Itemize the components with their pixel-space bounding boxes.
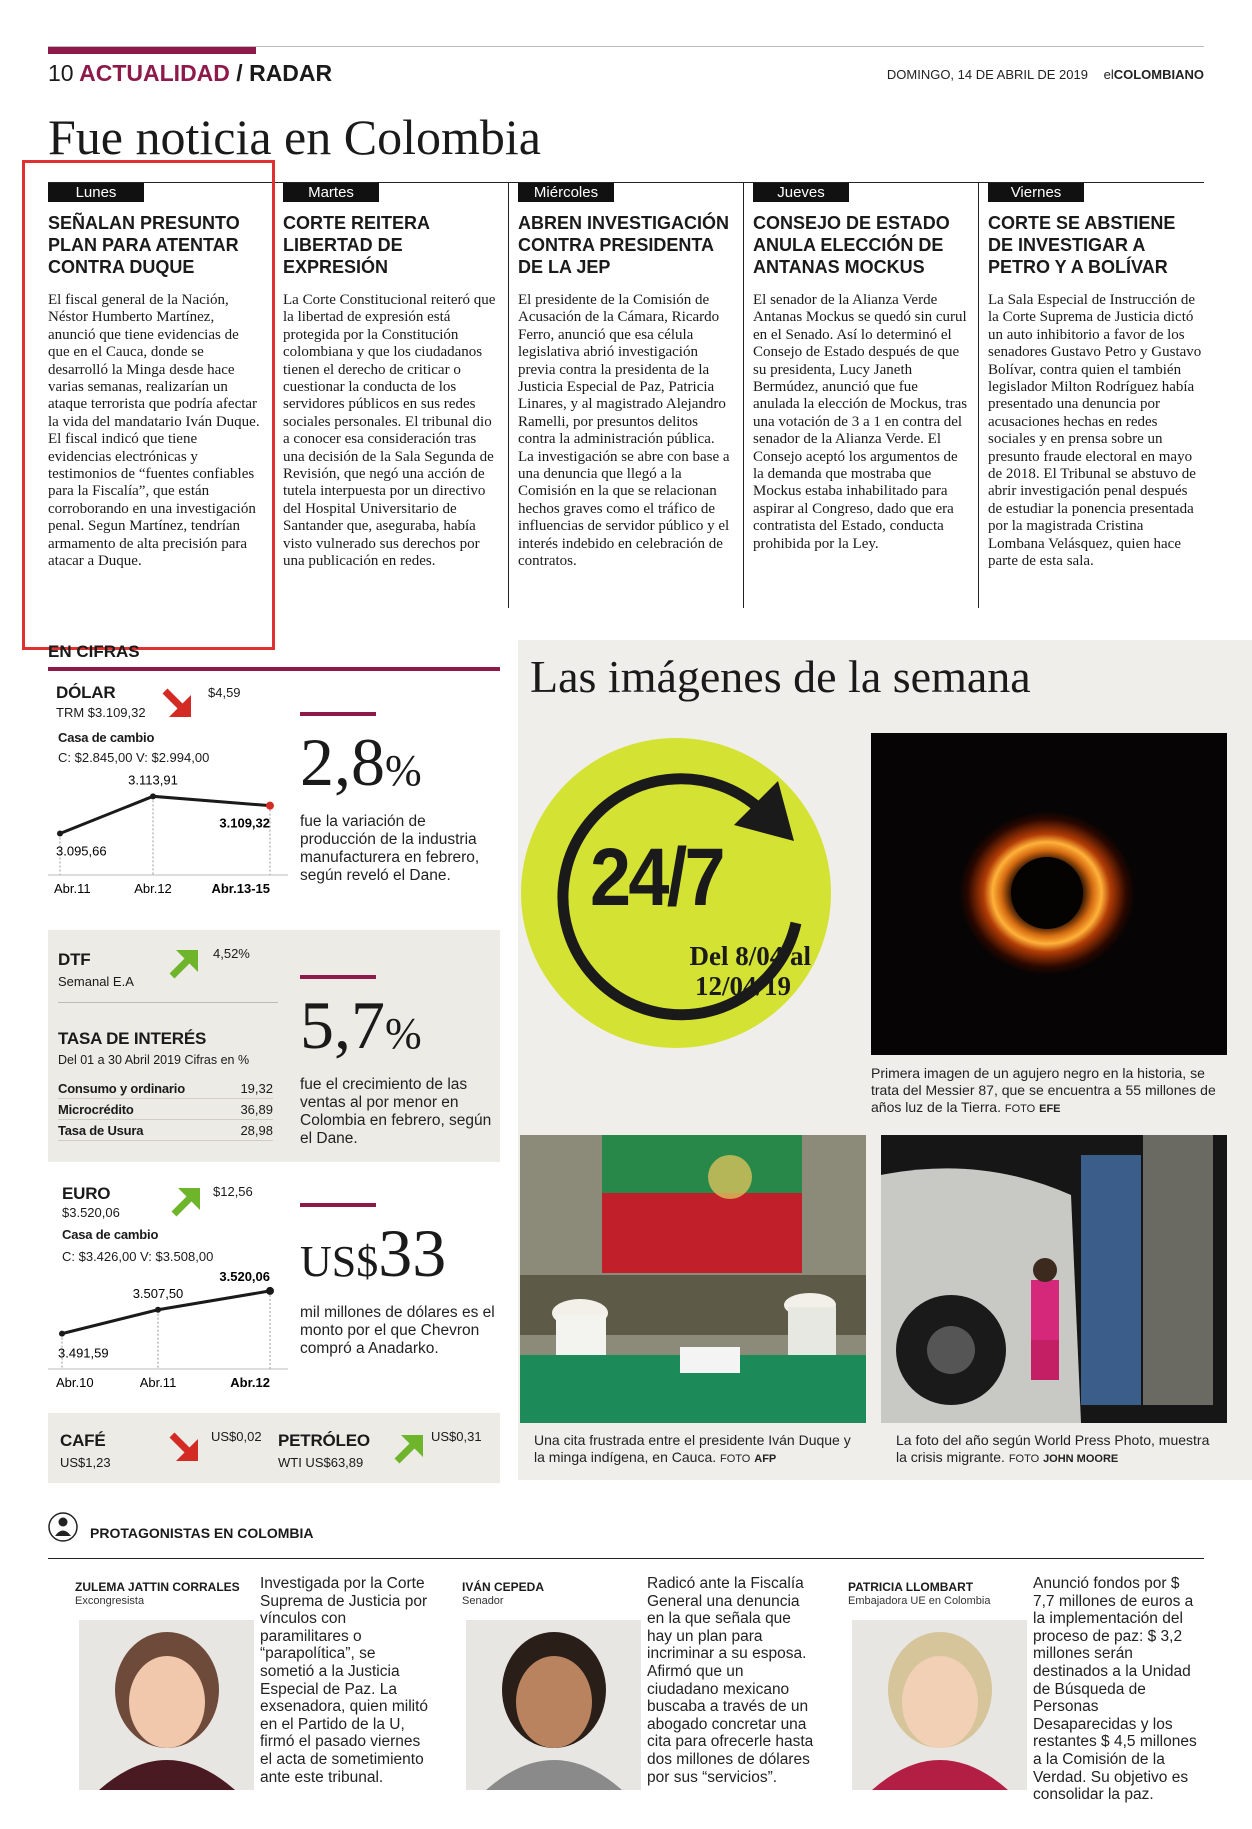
header-meta [887,67,1204,82]
protagonist-text: Investigada por la Corte Suprema de Justicia por vínculos con paramilitares o “parapolítica”, se sometió a la Justicia Especial de Paz. La exsenadora, quien militó en el Partido de la U, firmó el pasado viernes el acta de sometimiento ante este tribunal. [260,1575,429,1786]
euro-chart [48,1267,288,1412]
chart-point [150,793,156,799]
credit-name: EFE [1039,1103,1061,1115]
brand-name: COLOMBIANO [1113,67,1204,82]
chart-point [266,1287,274,1295]
down-arrow-icon [161,687,195,721]
day-headline: CONSEJO DE ESTADO ANULA ELECCIÓN DE ANTANAS MOCKUS [753,213,950,277]
euro-casa: Casa de cambio [62,1227,159,1242]
tasa-row-value: 28,98 [240,1123,273,1138]
stat-unit: % [385,746,422,795]
dtf-sub: Semanal E.A [58,974,134,989]
euro-value: $3.520,06 [62,1205,120,1220]
chart-point [266,802,274,810]
person-icon [48,1512,78,1542]
day-column [518,183,733,571]
protagonist-text: Anunció fondos por $ 7,7 millones de euros a la implementación del proceso de paz: $ 3,2 millones serán destinados a la Unidad de Búsqueda de Personas Desaparecidas y los restantes $ 4,5 millones a la Comisión de la Verdad. Su objetivo es consolidar la paz. [1033,1575,1197,1804]
chart-tick-label: Abr.13-15 [211,881,270,896]
day-headline: CORTE SE ABSTIENE DE INVESTIGAR A PETRO Y A BOLÍVAR [988,213,1176,277]
tasa-row-label: Consumo y ordinario [58,1081,185,1096]
column-divider [743,183,744,608]
chart-point [59,1331,65,1337]
chart-data-label: 3.095,66 [56,843,107,859]
protagonist-text: Radicó ante la Fiscalía General una denuncia en la que señala que hay un plan para incriminar a su esposa. Afirmó que un ciudadano mexicano buscaba a través de un abogado concretar una cita para ofrecerle hasta dos millones de dólares por sus “servicios”. [647,1575,814,1786]
chart-data-label: 3.109,32 [219,815,270,831]
chart-tick-label: Abr.11 [54,881,91,896]
euro-block [48,1172,288,1412]
migrant-caption [896,1432,1216,1468]
day-column [283,183,498,571]
subsection-name: RADAR [249,60,333,86]
protagonist-card [462,1575,842,1795]
credit-name: AFP [754,1453,777,1465]
day-column [753,183,968,553]
dtf-title: DTF [58,950,91,969]
brand-prefix: el [1103,67,1114,82]
stat-1 [300,712,500,885]
day-body: La Corte Constitucional reiteró que la libertad de expresión está protegida por la Constitución colombiana y que los ciudadanos tienen el derecho de criticar o cuestionar la conducta de los servidores públicos en sus redes sociales personales. El tribunal dio a conocer esa consideración tras una decisión de la Sala Segunda de Revisión, que negó una acción de tutela interpuesta por un directivo del Hospital Universitario de Santander que, aseguraba, había visto vulnerado sus derechos por una publicación en redes. [283,292,496,570]
credit-name: JOHN MOORE [1043,1453,1119,1465]
stat-2 [300,975,505,1148]
day-tag: Lunes [48,183,144,202]
petroleo-title: PETRÓLEO [278,1431,370,1450]
dolar-casa: Casa de cambio [58,730,155,745]
stat-text: mil millones de dólares es el monto por el que Chevron compró a Anadarko. [300,1304,495,1357]
chart-tick-label: Abr.10 [56,1375,94,1390]
protagonistas-label: PROTAGONISTAS EN COLOMBIA [90,1525,314,1541]
blackhole-image [871,733,1227,1055]
cafe-change: US$0,02 [211,1429,262,1444]
protagonist-role: Senador [462,1595,504,1607]
protagonist-photo [852,1620,1027,1790]
stat-number [300,724,500,805]
euro-cv: C: $3.426,00 V: $3.508,00 [62,1249,214,1264]
stat-rule [300,712,376,716]
issue-date: DOMINGO, 14 DE ABRIL DE 2019 [886,67,1088,82]
tasa-table [58,1078,273,1141]
protagonist-role: Embajadora UE en Colombia [848,1595,991,1607]
blackhole-photo [871,733,1227,1055]
dolar-cv: C: $2.845,00 V: $2.994,00 [58,750,210,765]
down-arrow-icon [168,1431,202,1465]
page-number: 10 [48,60,74,86]
day-tag: Viernes [988,183,1084,202]
petroleo-change: US$0,31 [431,1429,482,1444]
stat-number [300,1215,500,1296]
minga-photo [520,1135,866,1423]
day-tag: Martes [283,183,379,202]
protagonist-name: ZULEMA JATTIN CORRALES [75,1580,240,1594]
tasa-title: TASA DE INTERÉS [58,1029,207,1048]
badge-line2: 12/04/19 [694,971,791,1001]
commodities-panel [48,1413,500,1483]
section-slash: / [236,60,243,86]
day-headline: SEÑALAN PRESUNTO PLAN PARA ATENTAR CONTRA DUQUE [48,213,240,277]
day-body: El fiscal general de la Nación, Néstor Humberto Martínez, anunció que tiene evidencias de que en el Cauca, donde se desarrolló la Minga desde hace varias semanas, realizarían un ataque terrorista que podría afectar la vida del mandatario Iván Duque. El fiscal indicó que tiene evidencias electrónicas y testimonios de “fuentes confiables para la Fiscalía”, que están corroborando en una investigación penal. Segun Martínez, tendrían armamento de alta precisión para atacar a Duque. [48,292,260,570]
up-arrow-icon [393,1431,427,1465]
day-column [988,183,1203,571]
credit-label: FOTO [1004,1103,1036,1115]
chart-point [57,830,63,836]
up-arrow-icon [170,1184,204,1218]
credit-label: FOTO [720,1453,751,1465]
stat-value: 33 [378,1215,447,1291]
brand [1104,67,1204,82]
chart-data-label: 3.491,59 [58,1345,109,1361]
minga-image [520,1135,866,1423]
tasa-row [58,1078,273,1099]
day-body: El senador de la Alianza Verde Antanas Mockus se quedó sin curul en el Senado. Así lo determinó el Consejo de Estado después de que su presidenta, Lucy Janeth Bermúdez, anunció que fue anulada la elección de Mockus, tras una votación de 3 a 1 en contra del senador de la Alianza Verde. El Consejo aceptó los argumentos de la demanda que mostraba que Mockus estaba inhabilitado para aspirar al Congreso, dado que era contratista del Estado, conducta prohibida por la Ley. [753,292,968,552]
tasa-row-value: 19,32 [240,1081,273,1096]
column-divider [508,183,509,608]
stat-number [300,987,505,1068]
protagonist-name: PATRICIA LLOMBART [848,1580,974,1594]
minga-caption [534,1432,854,1468]
protagonist-photo [79,1620,254,1790]
week-badge [516,733,836,1053]
migrant-photo [881,1135,1227,1423]
petroleo-value: WTI US$63,89 [278,1455,364,1470]
stat-value: 2,8 [300,724,385,800]
stat-value: 5,7 [300,987,385,1063]
dolar-change: $4,59 [208,685,241,700]
euro-title: EURO [62,1184,111,1203]
migrant-image [881,1135,1227,1423]
blackhole-caption [871,1065,1227,1118]
section-header [48,60,332,87]
dtf-divider [58,1002,278,1003]
day-body: La Sala Especial de Instrucción de la Corte Suprema de Justicia dictó un auto inhibitorio a favor de los senadores Gustavo Petro y Gustavo Bolívar, contra quien el también legislador Milton Rodríguez había presentado una denuncia por acusaciones hechas en redes sociales y en prensa sobre un presunto fraude electoral en mayo de 2018. El Tribunal se abstuvo de abrir investigación penal después de estudiar la ponencia presentada por la magistrada Cristina Lombana Velásquez, quien hace parte de esta sala. [988,292,1202,570]
protagonist-card [848,1575,1228,1804]
dolar-title: DÓLAR [56,683,116,702]
day-tag: Jueves [753,183,849,202]
caption-text: Una cita frustrada entre el presidente Iván Duque y la minga indígena, en Cauca. [534,1432,851,1465]
stat-3 [300,1203,500,1358]
badge-line1: Del 8/04 al [689,941,811,971]
stat-rule [300,1203,376,1207]
dolar-block [48,675,288,920]
page-title: Fue noticia en Colombia [48,109,541,165]
day-tag: Miércoles [518,183,614,202]
dolar-trm: TRM $3.109,32 [56,705,146,720]
tasa-row-label: Microcrédito [58,1102,134,1117]
protagonist-card [75,1575,455,1795]
protagonist-photo [466,1620,641,1790]
chart-data-label: 3.507,50 [132,1285,184,1301]
tasa-row [58,1099,273,1120]
images-title: Las imágenes de la semana [530,651,1031,702]
caption-text: La foto del año según World Press Photo, muestra la crisis migrante. [896,1432,1210,1465]
day-body: El presidente de la Comisión de Acusación de la Cámara, Ricardo Ferro, anunció que esa célula legislativa abrió investigación previa contra la presidenta de la Justicia Especial de Paz, Patricia Linares, y al magistrado Alejandro Ramelli, por presuntos delitos contra la administración pública. La investigación se abre con base a una denuncia que llegó a la Comisión en la que se relacionan hechos graves como el tráfico de influencias de servidor público y el interés indebido en celebración de contratos. [518,292,730,570]
tasa-sub: Del 01 a 30 Abril 2019 Cifras en % [58,1053,250,1067]
stat-text: fue el crecimiento de las ventas al por menor en Colombia en febrero, según el Dane. [300,1076,492,1147]
cifras-label: EN CIFRAS [48,642,140,661]
euro-change: $12,56 [213,1184,253,1199]
chart-data-label: 3.113,91 [128,772,178,788]
stat-unit: % [385,1009,422,1058]
cafe-title: CAFÉ [60,1431,106,1450]
cifras-bar [48,667,500,671]
chart-tick-label: Abr.11 [139,1375,177,1390]
stat-rule [300,975,376,979]
dtf-value: 4,52% [213,946,250,961]
up-arrow-icon [168,946,202,980]
section-name: ACTUALIDAD [79,60,230,86]
day-headline: CORTE REITERA LIBERTAD DE EXPRESIÓN [283,213,430,277]
tasa-row [58,1120,273,1141]
cafe-value: US$1,23 [60,1455,111,1470]
stat-unit: US$ [300,1237,379,1286]
badge-big: 24/7 [590,832,723,923]
chart-tick-label: Abr.12 [230,1375,270,1390]
highlight-box [22,160,275,650]
protagonist-name: IVÁN CEPEDA [462,1580,545,1594]
tasa-row-label: Tasa de Usura [58,1123,144,1138]
chart-point [155,1307,161,1313]
dolar-chart [48,770,288,920]
caption-text: Primera imagen de un agujero negro en la historia, se trata del Messier 87, que se encuentra a 55 millones de años luz de la Tierra. [871,1065,1216,1115]
header-accent-bar [48,47,256,54]
protagonistas-rule [48,1558,1204,1559]
tasa-row-value: 36,89 [240,1102,273,1117]
day-headline: ABREN INVESTIGACIÓN CONTRA PRESIDENTA DE LA JEP [518,213,730,277]
credit-label: FOTO [1008,1453,1040,1465]
column-divider [978,183,979,608]
stat-text: fue la variación de producción de la industria manufacturera en febrero, según reveló el Dane. [300,813,480,884]
chart-data-label: 3.520,06 [219,1268,270,1284]
protagonist-role: Excongresista [75,1595,145,1607]
chart-tick-label: Abr.12 [134,881,172,896]
